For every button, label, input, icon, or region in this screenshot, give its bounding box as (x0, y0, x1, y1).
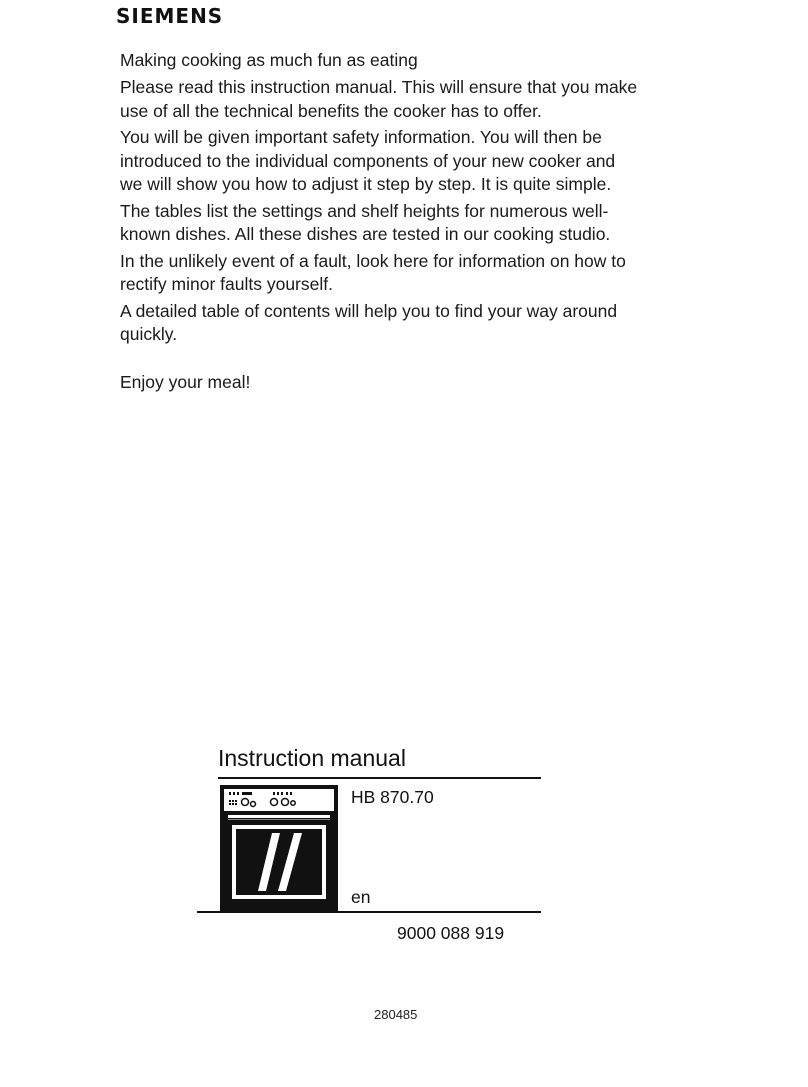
intro-paragraph: In the unlikely event of a fault, look here for information on how to rectify minor faults yourself. (120, 250, 626, 294)
intro-paragraph: The tables list the settings and shelf heights for numerous well-known dishes. All these dishes are tested in our cooking studio. (120, 200, 611, 244)
brand-logo: SIEMENS (116, 4, 224, 28)
document-number: 280485 (374, 1007, 418, 1022)
oven-icon (220, 785, 338, 911)
manual-title: Instruction manual (218, 745, 406, 771)
language-code: en (351, 887, 371, 907)
title-divider (218, 777, 541, 779)
intro-paragraph: Please read this instruction manual. This will ensure that you make use of all the technical benefits the cooker has to offer. (120, 77, 638, 121)
intro-paragraph: You will be given important safety information. You will then be introduced to the individual components of your new cooker and we will show you how to adjust it step by step. It is quite simple. (120, 127, 616, 194)
model-number: HB 870.70 (351, 787, 434, 807)
intro-section (120, 48, 640, 397)
intro-paragraph: A detailed table of contents will help you to find your way around quickly. (120, 300, 618, 344)
part-number: 9000 088 919 (397, 923, 505, 943)
closing-line: Enjoy your meal! (120, 371, 251, 392)
intro-heading: Making cooking as much fun as eating (120, 50, 418, 70)
bottom-divider (197, 911, 541, 913)
